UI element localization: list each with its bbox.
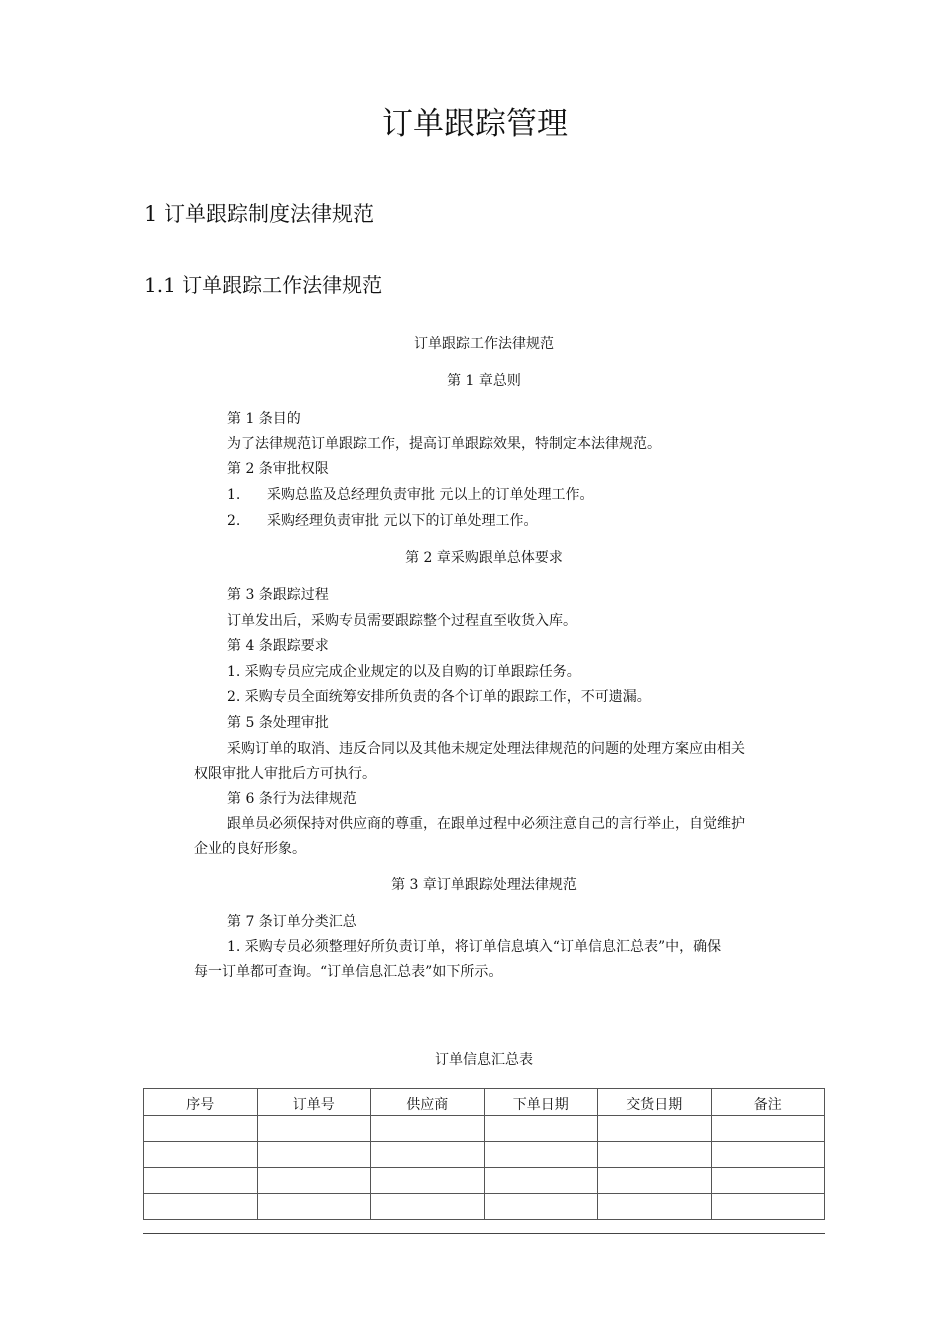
table-cell xyxy=(711,1168,825,1194)
table-row xyxy=(144,1168,825,1194)
footer-divider xyxy=(143,1233,825,1234)
column-header: 下单日期 xyxy=(484,1089,598,1116)
article-2-item-1 xyxy=(227,484,593,506)
article-6-title: 第 6 条行为法律规范 xyxy=(227,791,357,807)
table-cell xyxy=(484,1194,598,1220)
article-2-title: 第 2 条审批权限 xyxy=(227,461,329,477)
table-header-row xyxy=(144,1089,825,1116)
table-cell xyxy=(484,1142,598,1168)
article-1-text: 为了法律规范订单跟踪工作，提高订单跟踪效果，特制定本法律规范。 xyxy=(227,436,661,452)
table-cell xyxy=(598,1142,712,1168)
table-cell xyxy=(711,1142,825,1168)
table-cell xyxy=(371,1194,485,1220)
chapter-3-title: 第 3 章订单跟踪处理法律规范 xyxy=(391,877,577,893)
article-3-text: 订单发出后，采购专员需要跟踪整个过程直至收货入库。 xyxy=(227,613,577,629)
article-7-line-2: 每一订单都可查询。“订单信息汇总表”如下所示。 xyxy=(194,964,503,980)
table-row xyxy=(144,1194,825,1220)
table-cell xyxy=(484,1168,598,1194)
table-cell xyxy=(371,1168,485,1194)
table-cell xyxy=(144,1168,258,1194)
article-2-item-2 xyxy=(227,510,537,532)
table-cell xyxy=(257,1142,371,1168)
article-5-line-2: 权限审批人审批后方可执行。 xyxy=(194,766,376,782)
table-cell xyxy=(144,1116,258,1142)
table-cell xyxy=(711,1116,825,1142)
table-cell xyxy=(711,1194,825,1220)
table-cell xyxy=(598,1194,712,1220)
column-header: 订单号 xyxy=(257,1089,371,1116)
list-text: 采购总监及总经理负责审批 元以上的订单处理工作。 xyxy=(267,487,594,503)
order-summary-table xyxy=(143,1088,825,1220)
heading-1-1: 1.1 订单跟踪工作法律规范 xyxy=(144,273,383,297)
table-row xyxy=(144,1142,825,1168)
table-cell xyxy=(598,1168,712,1194)
article-6-line-1: 跟单员必须保持对供应商的尊重，在跟单过程中必须注意自己的言行举止，自觉维护 xyxy=(227,816,745,832)
table-cell xyxy=(257,1194,371,1220)
column-header: 序号 xyxy=(144,1089,258,1116)
article-4-item-1: 1. 采购专员应完成企业规定的以及自购的订单跟踪任务。 xyxy=(227,664,581,680)
table-cell xyxy=(598,1116,712,1142)
article-5-line-1: 采购订单的取消、违反合同以及其他未规定处理法律规范的问题的处理方案应由相关 xyxy=(227,741,745,757)
article-4-title: 第 4 条跟踪要求 xyxy=(227,638,329,654)
table-cell xyxy=(371,1116,485,1142)
article-3-title: 第 3 条跟踪过程 xyxy=(227,587,329,603)
table-cell xyxy=(144,1194,258,1220)
column-header: 交货日期 xyxy=(598,1089,712,1116)
doc-title: 订单跟踪工作法律规范 xyxy=(414,336,554,352)
article-4-item-2: 2. 采购专员全面统筹安排所负责的各个订单的跟踪工作，不可遗漏。 xyxy=(227,689,651,705)
chapter-2-title: 第 2 章采购跟单总体要求 xyxy=(405,550,563,566)
table-cell xyxy=(484,1116,598,1142)
table-cell xyxy=(257,1168,371,1194)
table-cell xyxy=(371,1142,485,1168)
list-text: 采购经理负责审批 元以下的订单处理工作。 xyxy=(267,513,538,529)
table-cell xyxy=(144,1142,258,1168)
article-6-line-2: 企业的良好形象。 xyxy=(194,841,306,857)
chapter-1-title: 第 1 章总则 xyxy=(447,373,521,389)
column-header: 备注 xyxy=(711,1089,825,1116)
article-5-title: 第 5 条处理审批 xyxy=(227,715,329,731)
table-cell xyxy=(257,1116,371,1142)
list-number: 2. xyxy=(227,513,241,529)
table-row xyxy=(144,1116,825,1142)
document-title: 订单跟踪管理 xyxy=(382,106,568,142)
article-7-line-1: 1. 采购专员必须整理好所负责订单，将订单信息填入“订单信息汇总表”中，确保 xyxy=(227,939,722,955)
article-7-title: 第 7 条订单分类汇总 xyxy=(227,914,357,930)
table-caption: 订单信息汇总表 xyxy=(435,1052,533,1068)
column-header: 供应商 xyxy=(371,1089,485,1116)
list-number: 1. xyxy=(227,487,241,503)
heading-1: 1 订单跟踪制度法律规范 xyxy=(144,202,375,226)
article-1-title: 第 1 条目的 xyxy=(227,411,301,427)
